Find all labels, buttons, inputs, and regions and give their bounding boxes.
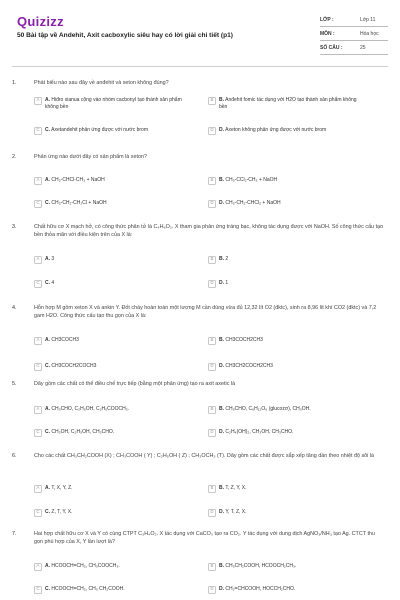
option-letter: C. <box>45 280 50 286</box>
option-text: 1 <box>225 280 229 286</box>
option-letter: A. <box>45 485 50 491</box>
option-letter: C. <box>45 429 50 435</box>
option-content <box>45 586 185 593</box>
option-content <box>219 406 359 413</box>
option-d[interactable] <box>208 363 359 371</box>
meta-row-subject <box>320 27 388 41</box>
header-divider <box>12 66 388 67</box>
option-c[interactable] <box>34 586 185 594</box>
option-text: CH3COCH2COCH3 <box>51 363 97 369</box>
option-key-box: D <box>208 586 216 594</box>
option-text: CH₃-CCl₂-CH₃ + NaOH <box>225 177 278 183</box>
option-text: 4 <box>51 280 55 286</box>
question-text: Chất hữu cơ X mạch hở, có công thức phân tử là C₄H₆O₂. X tham gia phản ứng tráng bạc, không tác dụng được với NaOH. Số công thức cấu tạo bền thỏa mãn với điều kiện trên của X là: <box>34 224 384 238</box>
question-number: 1. <box>12 80 17 86</box>
option-letter: B. <box>219 337 224 343</box>
option-b[interactable] <box>208 563 359 571</box>
option-letter: D. <box>219 200 224 206</box>
option-text: Axeton không phản ứng được với nước brom <box>225 127 327 133</box>
option-letter: B. <box>219 563 224 569</box>
option-c[interactable] <box>34 200 185 208</box>
option-letter: D. <box>219 509 224 515</box>
option-text: CH₃OH, C₂H₅OH, CH₃CHO. <box>51 429 115 435</box>
question-number: 4. <box>12 305 17 311</box>
question-number: 3. <box>12 224 17 230</box>
option-text: CH₃CHO, C₆H₁₂O₆ (glucozơ), CH₃OH. <box>225 406 311 412</box>
option-text: T, Z, Y, X. <box>225 485 247 491</box>
option-text: CH₃-CH₂-CH₂Cl + NaOH <box>51 200 107 206</box>
option-text: Hiđro xianua cộng vào nhóm cacbonyl tạo thành sản phẩm không bền <box>45 97 182 110</box>
option-key-box: D <box>208 509 216 517</box>
option-key-box: A <box>34 337 42 345</box>
option-b[interactable] <box>208 485 359 493</box>
option-letter: A. <box>45 563 50 569</box>
option-a[interactable] <box>34 97 185 110</box>
option-key-box: C <box>34 127 42 135</box>
option-key-box: C <box>34 280 42 288</box>
option-letter: B. <box>219 406 224 412</box>
option-key-box: C <box>34 363 42 371</box>
meta-label: MÔN : <box>320 30 335 37</box>
option-content <box>45 97 185 110</box>
option-letter: C. <box>45 127 50 133</box>
option-letter: B. <box>219 97 224 103</box>
option-text: CH₃CHO, C₂H₅OH, C₂H₅COOCH₃. <box>51 406 130 412</box>
option-key-box: D <box>208 127 216 135</box>
question-text: Dãy gồm các chất có thể điều chế trực tiếp (bằng một phản ứng) tạo ra axit axetic là <box>34 381 236 387</box>
option-key-box: B <box>208 485 216 493</box>
option-content <box>219 509 359 516</box>
option-content <box>219 127 359 134</box>
option-letter: D. <box>219 127 224 133</box>
option-key-box: C <box>34 200 42 208</box>
option-letter: C. <box>45 200 50 206</box>
option-key-box: D <box>208 429 216 437</box>
option-text: Anđehit fomic tác dụng với H2O tạo thành sản phẩm không bền <box>219 97 357 110</box>
option-c[interactable] <box>34 127 185 135</box>
question-text: Phát biểu nào sau đây về anđehit và xeton không đúng? <box>34 80 169 86</box>
option-b[interactable] <box>208 406 359 414</box>
option-content <box>219 97 359 110</box>
option-key-box: B <box>208 563 216 571</box>
option-letter: A. <box>45 406 50 412</box>
option-key-box: B <box>208 177 216 185</box>
option-letter: A. <box>45 256 50 262</box>
option-letter: C. <box>45 509 50 515</box>
question-number: 2. <box>12 154 17 160</box>
meta-row-count <box>320 41 388 55</box>
option-content <box>45 280 185 287</box>
option-letter: C. <box>45 586 50 592</box>
question-number: 7. <box>12 531 17 537</box>
option-content <box>45 177 185 184</box>
option-key-box: C <box>34 509 42 517</box>
option-a[interactable] <box>34 406 185 414</box>
question-number: 5. <box>12 381 17 387</box>
option-content <box>45 337 185 344</box>
option-key-box: A <box>34 177 42 185</box>
option-text: CH₂=CHCOOH, HOCCH₂CHO. <box>225 586 296 592</box>
meta-value: Hóa học <box>360 30 379 37</box>
option-letter: D. <box>219 429 224 435</box>
option-key-box: D <box>208 363 216 371</box>
meta-row-class <box>320 13 388 27</box>
option-text: CH3CH2COCH2CH3 <box>225 363 273 369</box>
option-key-box: A <box>34 485 42 493</box>
option-text: Z, T, Y, X. <box>51 509 73 515</box>
option-d[interactable] <box>208 509 359 517</box>
option-content <box>219 256 359 263</box>
option-content <box>45 509 185 516</box>
option-text: CH₃CH₂COOH, HCOOCH₂CH₃. <box>225 563 297 569</box>
option-text: Y, T, Z, X. <box>225 509 247 515</box>
option-letter: B. <box>219 485 224 491</box>
option-key-box: B <box>208 337 216 345</box>
option-c[interactable] <box>34 363 185 371</box>
question-text: Hỗn hợp M gồm xeton X và ankin Y. Đốt cháy hoàn toàn một lượng M cần dùng vừa đủ 12,32 lít O2 (đktc), sinh ra 8,96 lít khí CO2 (đktc) và 7,2 gam H2O. Công thức cấu tạo thu gọn của X là: <box>34 305 377 319</box>
option-content <box>45 127 185 134</box>
header <box>0 0 400 64</box>
option-c[interactable] <box>34 280 185 288</box>
meta-label: SỐ CÂU : <box>320 44 343 51</box>
option-text: CH₃-CHCl-CH₃ + NaOH <box>51 177 105 183</box>
question-text: Phản ứng nào dưới đây có sản phẩm là xeton? <box>34 154 147 160</box>
option-text: C₂H₄(OH)₂, CH₃OH, CH₃CHO. <box>225 429 294 435</box>
option-content <box>219 177 359 184</box>
meta-value: Lớp 11 <box>360 16 376 23</box>
option-d[interactable] <box>208 586 359 594</box>
option-content <box>219 280 359 287</box>
option-key-box: D <box>208 280 216 288</box>
option-content <box>219 200 359 207</box>
option-key-box: A <box>34 97 42 105</box>
option-letter: A. <box>45 177 50 183</box>
option-content <box>219 337 359 344</box>
option-key-box: B <box>208 406 216 414</box>
option-text: CH₃-CH₂-CHCl₂ + NaOH <box>225 200 281 206</box>
option-c[interactable] <box>34 509 185 517</box>
option-a[interactable] <box>34 485 185 493</box>
option-key-box: B <box>208 97 216 105</box>
document-title: 50 Bài tập về Andehit, Axit cacboxylic siêu hay có lời giải chi tiết (p1) <box>17 32 233 39</box>
option-text: 2 <box>225 256 229 262</box>
option-content <box>45 363 185 370</box>
option-content <box>45 429 185 436</box>
option-a[interactable] <box>34 337 185 345</box>
option-key-box: C <box>34 429 42 437</box>
option-text: CH3COCH2CH3 <box>225 337 263 343</box>
option-text: Axetandehit phản ứng được với nước brom <box>51 127 148 133</box>
option-b[interactable] <box>208 177 359 185</box>
option-content <box>45 563 185 570</box>
option-d[interactable] <box>208 200 359 208</box>
option-key-box: A <box>34 406 42 414</box>
option-b[interactable] <box>208 337 359 345</box>
option-content <box>45 200 185 207</box>
option-d[interactable] <box>208 127 359 135</box>
option-letter: D. <box>219 280 224 286</box>
option-content <box>219 563 359 570</box>
option-key-box: A <box>34 563 42 571</box>
option-text: HCOOCH=CH₂, CH₃ CH₂COOH. <box>51 586 125 592</box>
option-c[interactable] <box>34 429 185 437</box>
option-content <box>45 256 185 263</box>
option-b[interactable] <box>208 97 359 110</box>
option-text: T, X, Y, Z. <box>51 485 73 491</box>
question-text: Cho các chất CH₃CH₂COOH (X) ; CH₃COOH ( Y) ; C₂H₅OH ( Z) ; CH₃OCH₃ (T). Dãy gồm các chất được sắp xếp tăng dần theo nhiệt độ sôi là <box>34 453 375 459</box>
meta-table <box>320 13 388 55</box>
option-text: 3 <box>51 256 55 262</box>
option-letter: A. <box>45 337 50 343</box>
question-text: Hai hợp chất hữu cơ X và Y có cùng CTPT C₃H₄O₂. X tác dụng với CaCO₃ tạo ra CO₂. Y tác dụng với dung dịch AgNO₃/NH₃ tạo Ag. CTCT thu gọn phù hợp của X, Y lần lượt là? <box>34 531 375 545</box>
option-key-box: A <box>34 256 42 264</box>
quizizz-logo: Quizizz <box>17 14 64 29</box>
option-content <box>219 586 359 593</box>
option-content <box>219 429 359 436</box>
option-b[interactable] <box>208 256 359 264</box>
option-content <box>219 485 359 492</box>
option-key-box: B <box>208 256 216 264</box>
option-letter: B. <box>219 256 224 262</box>
option-text: HCOOCH=CH₂, CH₃COOCH₃. <box>51 563 120 569</box>
option-d[interactable] <box>208 429 359 437</box>
option-a[interactable] <box>34 563 185 571</box>
question-number: 6. <box>12 453 17 459</box>
option-letter: D. <box>219 586 224 592</box>
option-content <box>45 406 185 413</box>
option-a[interactable] <box>34 177 185 185</box>
option-d[interactable] <box>208 280 359 288</box>
option-letter: A. <box>45 97 50 103</box>
option-letter: D. <box>219 363 224 369</box>
option-letter: C. <box>45 363 50 369</box>
option-key-box: C <box>34 586 42 594</box>
option-letter: B. <box>219 177 224 183</box>
option-content <box>45 485 185 492</box>
meta-value: 25 <box>360 44 366 51</box>
option-key-box: D <box>208 200 216 208</box>
option-a[interactable] <box>34 256 185 264</box>
option-content <box>219 363 359 370</box>
meta-label: LỚP : <box>320 16 334 23</box>
option-text: CH3COCH3 <box>51 337 79 343</box>
